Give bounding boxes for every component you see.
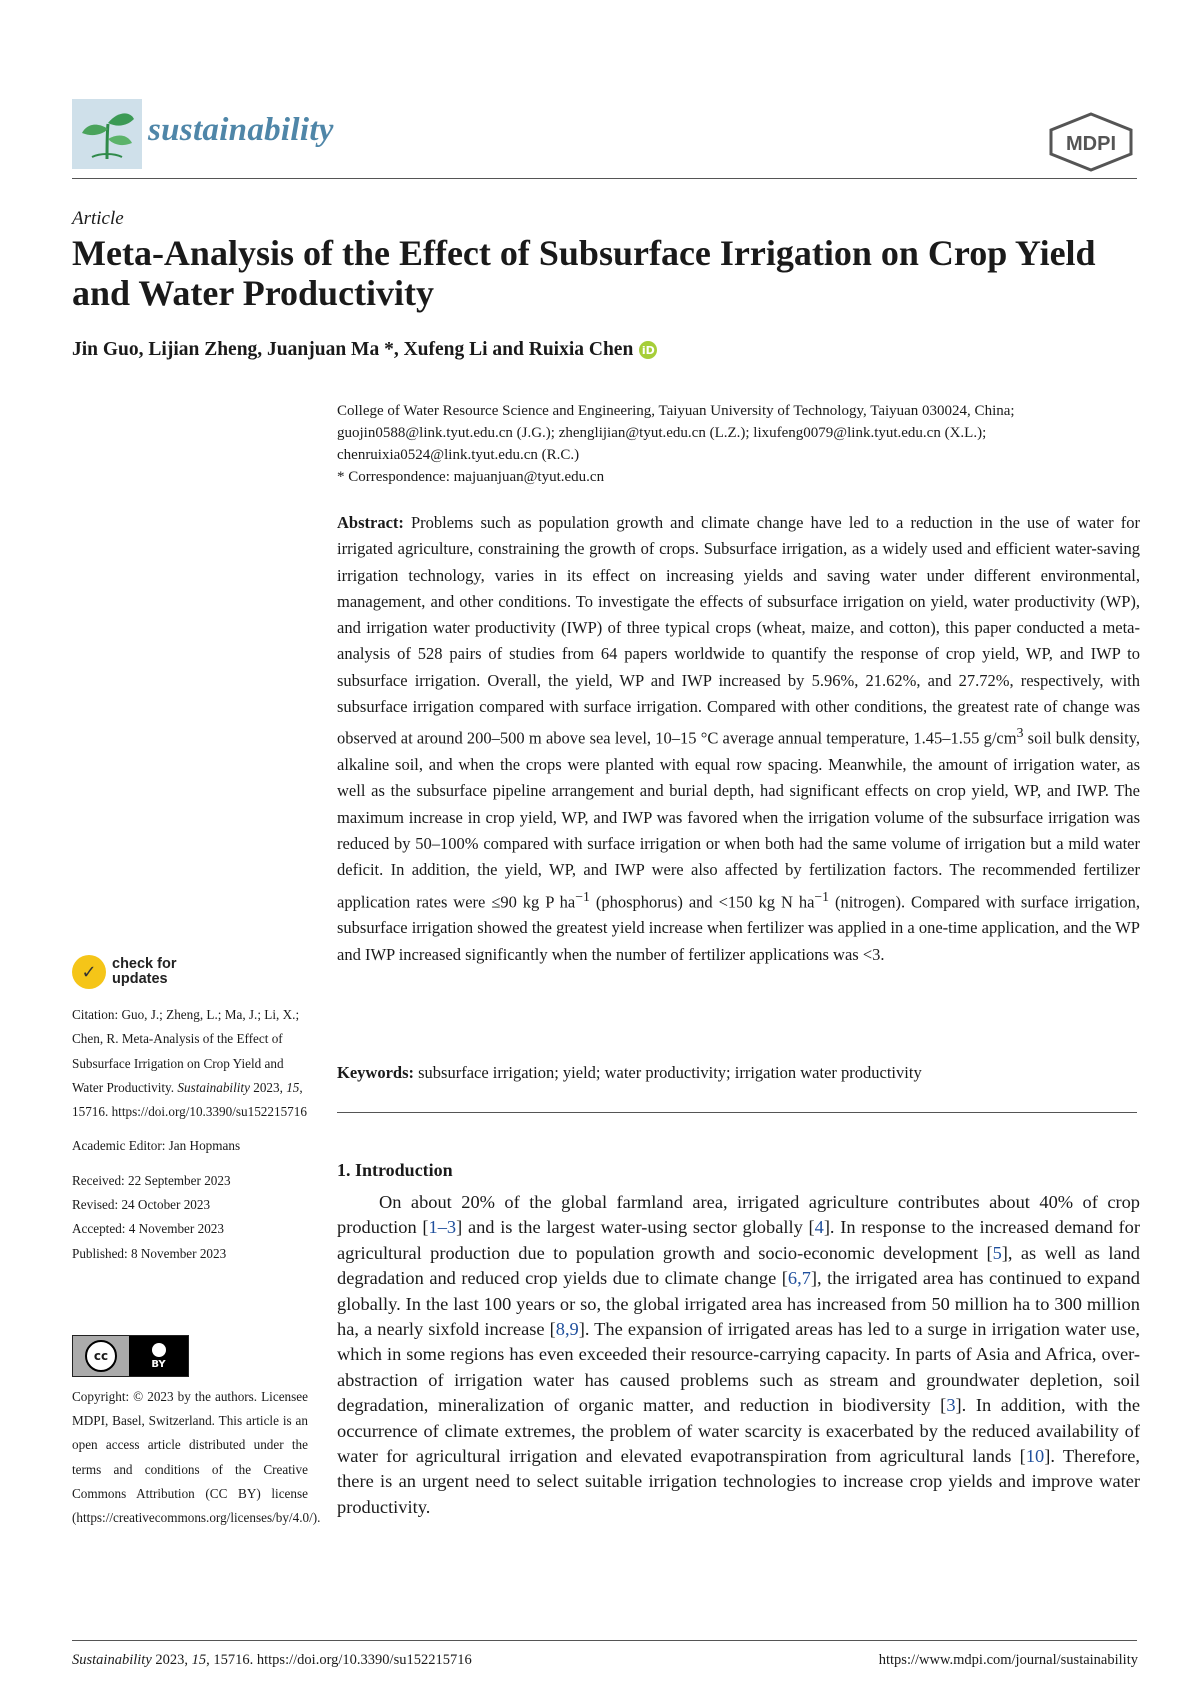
keywords-label: Keywords: <box>337 1063 414 1082</box>
keywords-divider <box>337 1112 1137 1113</box>
citation-doi[interactable]: , 15716. https://doi.org/10.3390/su152215716 <box>72 1079 307 1120</box>
article-metadata <box>72 1003 307 1266</box>
citation-text: Citation: Guo, J.; Zheng, L.; Ma, J.; Li, X.; Chen, R. Meta-Analysis of the Effect of Subsurface Irrigation on Crop Yield and Water Productivity. <box>72 1007 300 1095</box>
footer-doi-link[interactable]: , 15716. https://doi.org/10.3390/su152215716 <box>206 1652 472 1668</box>
intro-text: ]. In addition, with the occurrence of climate extremes, the problem of water scarcity is exacerbated by the reduced availability of water for agricultural irrigation and elevated evapotranspiration from agricultural lands [ <box>337 1395 1140 1467</box>
footer-volume: 15 <box>191 1652 207 1668</box>
check-for-updates-button[interactable] <box>72 955 176 989</box>
abstract-text: (nitrogen). Compared with surface irrigation, subsurface irrigation showed the greatest yield increase when fertilizer was applied in a one-time application, and the WP and IWP increased significantly when the number of fertilizer applications was <3. <box>337 892 1140 964</box>
cc-by-license-badge[interactable] <box>72 1335 189 1377</box>
footer-journal: Sustainability <box>72 1652 152 1668</box>
publisher-logo-text: MDPI <box>1066 133 1116 155</box>
keywords-text: subsurface irrigation; yield; water productivity; irrigation water productivity <box>414 1063 922 1082</box>
correspondence: * Correspondence: majuanjuan@tyut.edu.cn <box>337 469 605 485</box>
abstract-text: soil bulk density, alkaline soil, and when the crops were planted with equal row spacing. Meanwhile, the amount of irrigation water, as well as the subsurface pipeline arrangement and burial depth, had significant effects on crop yield, WP, and IWP. The maximum increase in crop yield, WP, and IWP was favored when the irrigation volume of the subsurface irrigation was reduced by 50–100% compared with surface irrigation or when both had the same volume of irrigation but a mild water deficit. In addition, the yield, WP, and IWP were also affected by fertilization factors. The recommended fertilizer application rates were ≤90 kg P ha <box>337 728 1141 912</box>
intro-text: ]. The expansion of irrigated areas has led to a surge in irrigation water use, which in some regions has even exceeded their resource-carrying capacity. In parts of Asia and Africa, over-abstraction of irrigation water has caused problems such as stream and groundwater depletion, soil degradation, mineralization of organic matter, and reduction in biodiversity [ <box>337 1319 1140 1416</box>
section-heading: 1. Introduction <box>337 1160 453 1180</box>
journal-name[interactable]: sustainability <box>148 112 334 148</box>
intro-text: ]. Therefore, there is an urgent need to select suitable irrigation technologies to increase crop yields and improve water productivity. <box>337 1446 1140 1517</box>
citation-volume: 15 <box>286 1079 300 1095</box>
intro-text: ]. In response to the increased demand for agricultural production due to population growth and socio-economic development [ <box>337 1217 1140 1263</box>
intro-text: ] and is the largest water-using sector globally [ <box>456 1217 815 1238</box>
reference-link[interactable]: 3 <box>946 1395 956 1416</box>
article-title: Meta-Analysis of the Effect of Subsurface Irrigation on Crop Yield and Water Productivity <box>72 233 1096 313</box>
article-type: Article <box>72 208 124 229</box>
mdpi-logo-icon[interactable] <box>1045 112 1137 172</box>
abstract-sup: −1 <box>575 888 590 904</box>
affiliation-line: guojin0588@link.tyut.edu.cn (J.G.); zhenglijian@tyut.edu.cn (L.Z.); lixufeng0079@link.tyut.edu.cn (X.L.); <box>337 425 987 441</box>
journal-url-link[interactable]: https://www.mdpi.com/journal/sustainability <box>878 1652 1138 1668</box>
citation-text: 2023, <box>249 1079 287 1095</box>
check-updates-line: updates <box>112 971 168 987</box>
reference-link[interactable]: 6,7 <box>787 1268 811 1289</box>
footer-text: 2023, <box>151 1652 192 1668</box>
cc-icon: cc <box>85 1340 117 1372</box>
author-names: Jin Guo, Lijian Zheng, Juanjuan Ma *, Xufeng Li and Ruixia Chen <box>72 339 634 360</box>
reference-link[interactable]: 10 <box>1025 1446 1045 1467</box>
reference-link[interactable]: 4 <box>814 1217 824 1238</box>
abstract-text: Problems such as population growth and climate change have led to a reduction in the use of water for irrigated agriculture, constraining the growth of crops. Subsurface irrigation, as a widely used and efficient water-saving irrigation technology, varies in its effect on increasing yields and saving water under different environmental, management, and other conditions. To investigate the effects of subsurface irrigation on yield, water productivity (WP), and irrigation water productivity (IWP) of three typical crops (wheat, maize, and cotton), this paper conducted a meta-analysis of 528 pairs of studies from 64 papers worldwide to quantify the response of crop yield, WP, and IWP to subsurface irrigation. Overall, the yield, WP and IWP increased by 5.96%, 21.62%, and 27.72%, respectively, with subsurface irrigation compared with surface irrigation. Compared with other conditions, the greatest rate of change was observed at around 200–500 m above sea level, 10–15 °C average annual temperature, 1.45–1.55 g/cm <box>337 513 1140 748</box>
keywords <box>337 1060 1140 1086</box>
intro-text: ], as well as land degradation and reduced crop yields due to climate change [ <box>337 1242 1141 1289</box>
abstract-sup: 3 <box>1016 725 1024 741</box>
header-divider <box>72 178 1137 179</box>
footer-divider <box>72 1640 1137 1641</box>
affiliation-block <box>337 400 1147 488</box>
by-label: BY <box>151 1358 166 1370</box>
received-date: Received: 22 September 2023 <box>72 1172 231 1188</box>
author-list <box>72 339 657 361</box>
academic-editor: Academic Editor: Jan Hopmans <box>72 1138 241 1154</box>
intro-text: On about 20% of the global farmland area, irrigated agriculture contributes about 40% of crop production [ <box>337 1192 1140 1238</box>
reference-link[interactable]: 1–3 <box>428 1217 457 1238</box>
citation-journal: Sustainability <box>177 1079 250 1095</box>
attribution-person-icon <box>152 1343 166 1357</box>
accepted-date: Accepted: 4 November 2023 <box>72 1221 224 1237</box>
intro-text: ], the irrigated area has continued to expand globally. In the last 100 years or so, the global irrigated area has increased from 50 million ha to 300 million ha, a nearly sixfold increase [ <box>337 1268 1140 1340</box>
abstract-sup: −1 <box>814 888 830 904</box>
check-updates-line: check for <box>112 956 177 972</box>
abstract-text: (phosphorus) and <150 kg N ha <box>589 892 815 912</box>
introduction-paragraph <box>337 1190 1140 1520</box>
affiliation-line: chenruixia0524@link.tyut.edu.cn (R.C.) <box>337 447 580 463</box>
copyright-notice: Copyright: © 2023 by the authors. Licensee MDPI, Basel, Switzerland. This article is an open access article distributed under the terms and conditions of the Creative Commons Attribution (CC BY) license (https://creativecommons.org/licenses/by/4.0/). <box>72 1389 321 1526</box>
revised-date: Revised: 24 October 2023 <box>72 1197 211 1213</box>
journal-logo-icon <box>72 99 142 169</box>
reference-link[interactable]: 5 <box>992 1242 1002 1263</box>
footer-citation <box>72 1652 472 1669</box>
orcid-icon[interactable]: iD <box>639 341 657 359</box>
reference-link[interactable]: 8,9 <box>555 1319 579 1340</box>
check-updates-icon: ✓ <box>72 955 106 989</box>
published-date: Published: 8 November 2023 <box>72 1245 227 1261</box>
abstract <box>337 510 1140 968</box>
citation <box>72 1003 307 1124</box>
affiliation-line: College of Water Resource Science and Engineering, Taiyuan University of Technology, Taiyuan 030024, China; <box>337 403 1015 419</box>
abstract-label: Abstract: <box>337 513 404 532</box>
